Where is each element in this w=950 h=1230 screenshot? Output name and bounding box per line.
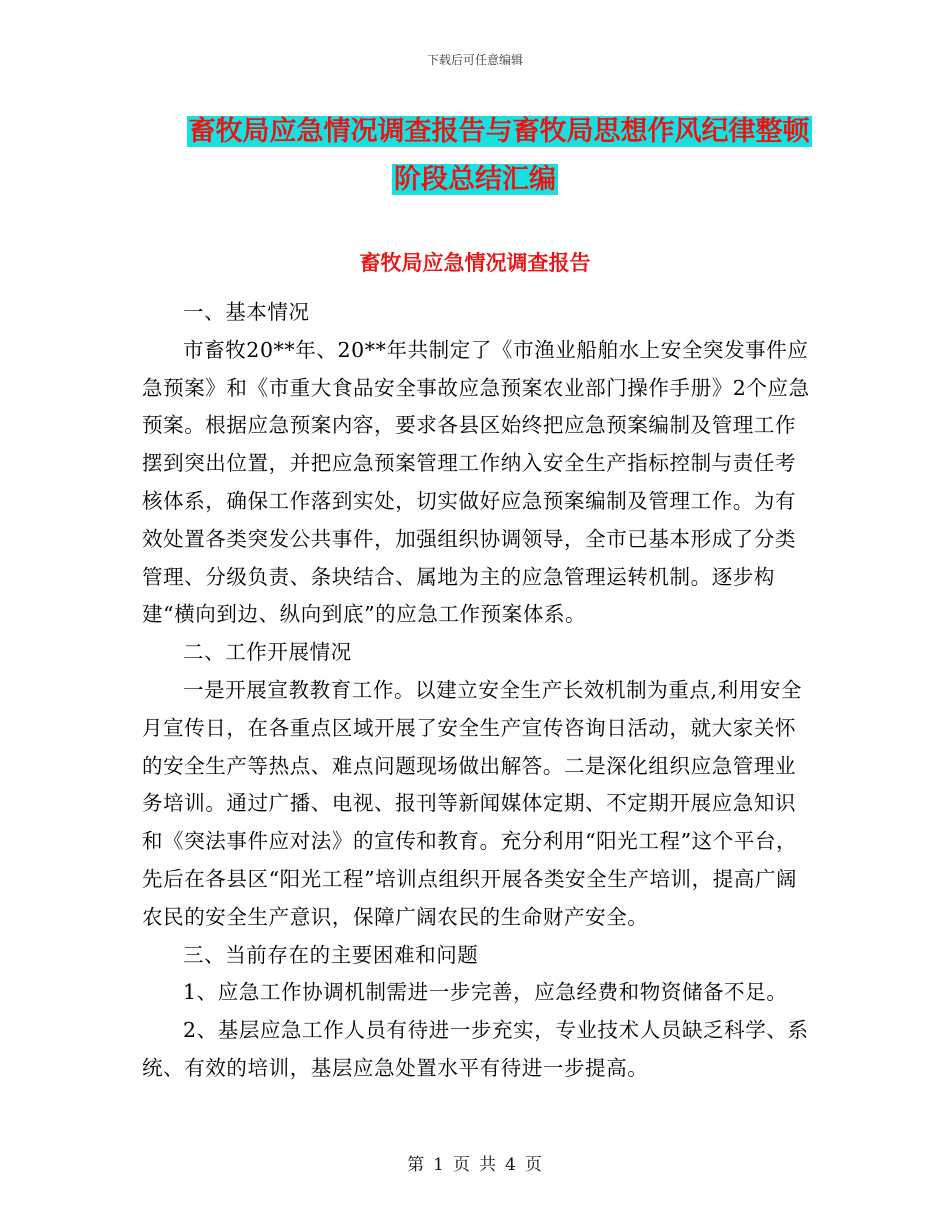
footer-page-unit: 页 xyxy=(453,1155,471,1175)
document-title xyxy=(0,108,950,204)
paragraph-basic-situation: 市畜牧20**年、20**年共制定了《市渔业船舶水上安全突发事件应急预案》和《市重大食品安全事故应急预案农业部门操作手册》2个应急预案。根据应急预案内容，要求各县区始终把应急预案编制及管理工作摆到突出位置，并把应急预案管理工作纳入安全生产指标控制与责任考核体系，确保工作落到实处，切实做好应急预案编制及管理工作。为有效处置各类突发公共事件，加强组织协调领导，全市已基本形成了分类管理、分级负责、条块结合、属地为主的应急管理运转机制。逐步构建“横向到边、纵向到底”的应急工作预案体系。 xyxy=(142,337,810,627)
footer-total-prefix: 共 xyxy=(479,1155,497,1175)
document-body xyxy=(142,294,812,1088)
footer-total-unit: 页 xyxy=(524,1155,543,1175)
paragraph-problem-1: 1、应急工作协调机制需进一步完善，应急经费和物资储备不足。 xyxy=(183,980,788,1005)
paragraph-problem-2: 2、基层应急工作人员有待进一步充实，专业技术人员缺乏科学、系统、有效的培训，基层应急处置水平有待进一步提高。 xyxy=(142,1018,809,1080)
footer-total-pages: 4 xyxy=(505,1155,517,1175)
section-title: 畜牧局应急情况调查报告 xyxy=(359,251,591,275)
page-header-note: 下载后可任意编辑 xyxy=(426,53,523,67)
footer-prefix: 第 xyxy=(407,1155,426,1175)
footer-page-number: 1 xyxy=(433,1155,445,1175)
heading-basic-situation: 一、基本情况 xyxy=(183,300,310,324)
heading-problems: 三、当前存在的主要困难和问题 xyxy=(183,942,479,967)
heading-work-progress: 二、工作开展情况 xyxy=(183,640,352,665)
paragraph-work-progress: 一是开展宣教教育工作。以建立安全生产长效机制为重点,利用安全月宣传日，在各重点区域开展了安全生产宣传咨询日活动，就大家关怀的安全生产等热点、难点问题现场做出解答。二是深化组织应急管理业务培训。通过广播、电视、报刊等新闻媒体定期、不定期开展应急知识和《突法事件应对法》的宣传和教育。充分利用“阳光工程”这个平台，先后在各县区“阳光工程”培训点组织开展各类安全生产培训，提高广阔农民的安全生产意识，保障广阔农民的生命财产安全。 xyxy=(142,677,803,929)
page-footer xyxy=(0,1154,950,1176)
title-line-2: 阶段总结汇编 xyxy=(394,164,556,195)
title-line-1: 畜牧局应急情况调查报告与畜牧局思想作风纪律整顿 xyxy=(188,116,810,147)
